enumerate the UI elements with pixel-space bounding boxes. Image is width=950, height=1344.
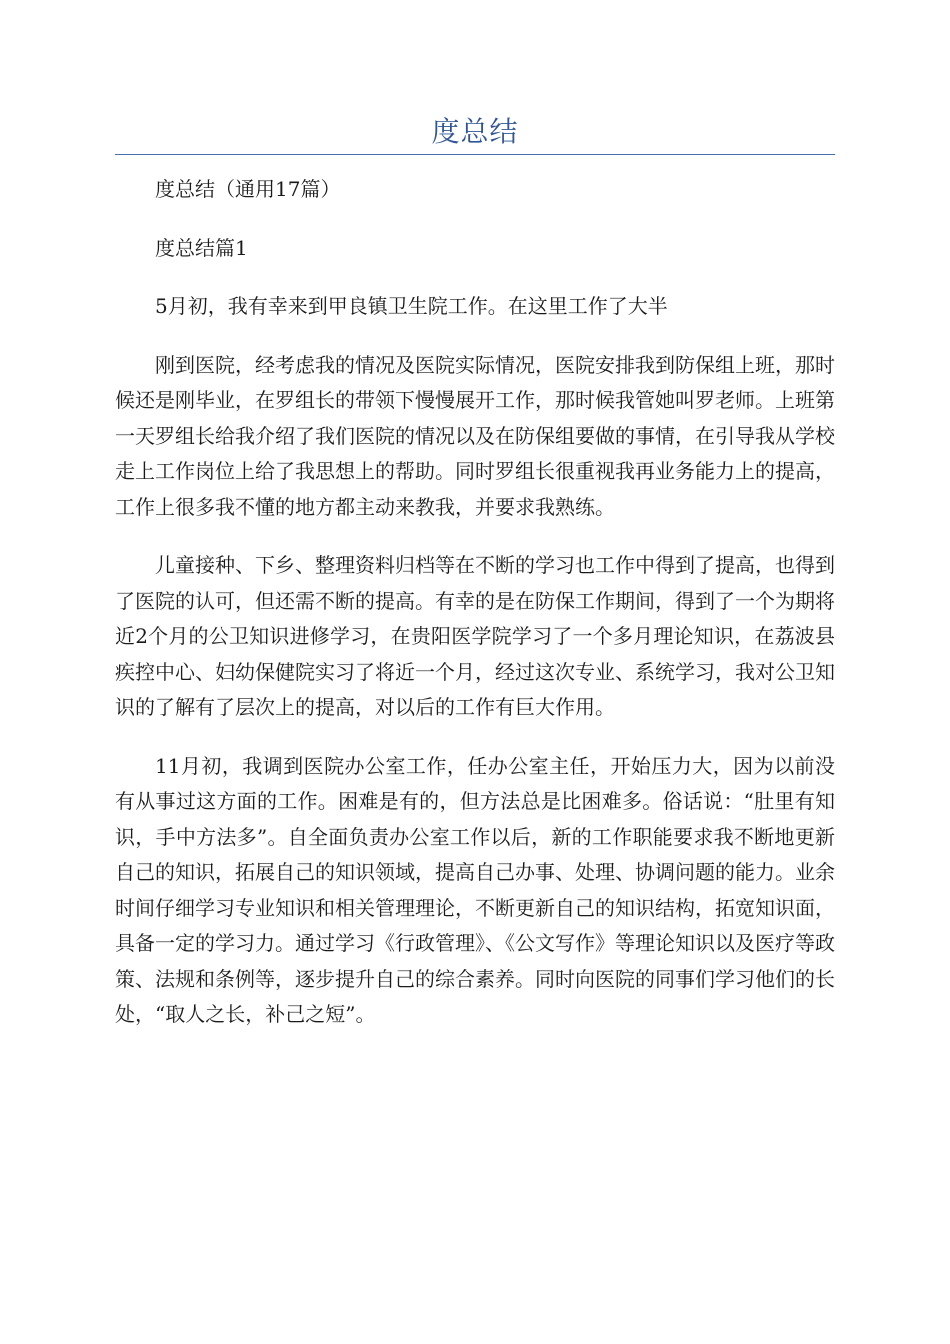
- paragraph-3: 儿童接种、下乡、整理资料归档等在不断的学习也工作中得到了提高，也得到了医院的认可，但还需不断的提高。有幸的是在防保工作期间，得到了一个为期将近2个月的公卫知识进修学习，在贵阳医学院学习了一个多月理论知识，在荔波县疾控中心、妇幼保健院实习了将近一个月，经过这次专业、系统学习，我对公卫知识的了解有了层次上的提高，对以后的工作有巨大作用。: [115, 553, 835, 719]
- paragraph-2: 刚到医院，经考虑我的情况及医院实际情况，医院安排我到防保组上班，那时候还是刚毕业，在罗组长的带领下慢慢展开工作，那时候我管她叫罗老师。上班第一天罗组长给我介绍了我们医院的情况以及在防保组要做的事情，在引导我从学校走上工作岗位上给了我思想上的帮助。同时罗组长很重视我再业务能力上的提高，工作上很多我不懂的地方都主动来教我，并要求我熟练。: [115, 352, 835, 519]
- document-body: [115, 172, 835, 1033]
- heading-section: 度总结篇1: [155, 235, 248, 260]
- title-divider: [115, 154, 835, 155]
- heading-main: 度总结（通用17篇）: [155, 177, 341, 201]
- paragraph-1: 5月初，我有幸来到甲良镇卫生院工作。在这里工作了大半: [155, 294, 668, 318]
- paragraph-4: 11月初，我调到医院办公室工作，任办公室主任，开始压力大，因为以前没有从事过这方面的工作。困难是有的，但方法总是比困难多。俗话说：“肚里有知识，手中方法多”。自全面负责办公室工作以后，新的工作职能要求我不断地更新自己的知识，拓展自己的知识领域，提高自己办事、处理、协调问题的能力。业余时间仔细学习专业知识和相关管理理论，不断更新自己的知识结构，拓宽知识面，具备一定的学习力。通过学习《行政管理》、《公文写作》等理论知识以及医疗等政策、法规和条例等，逐步提升自己的综合素养。同时向医院的同事们学习他们的长处，“取人之长，补己之短”。: [115, 753, 835, 1026]
- document-title: 度总结: [431, 115, 519, 148]
